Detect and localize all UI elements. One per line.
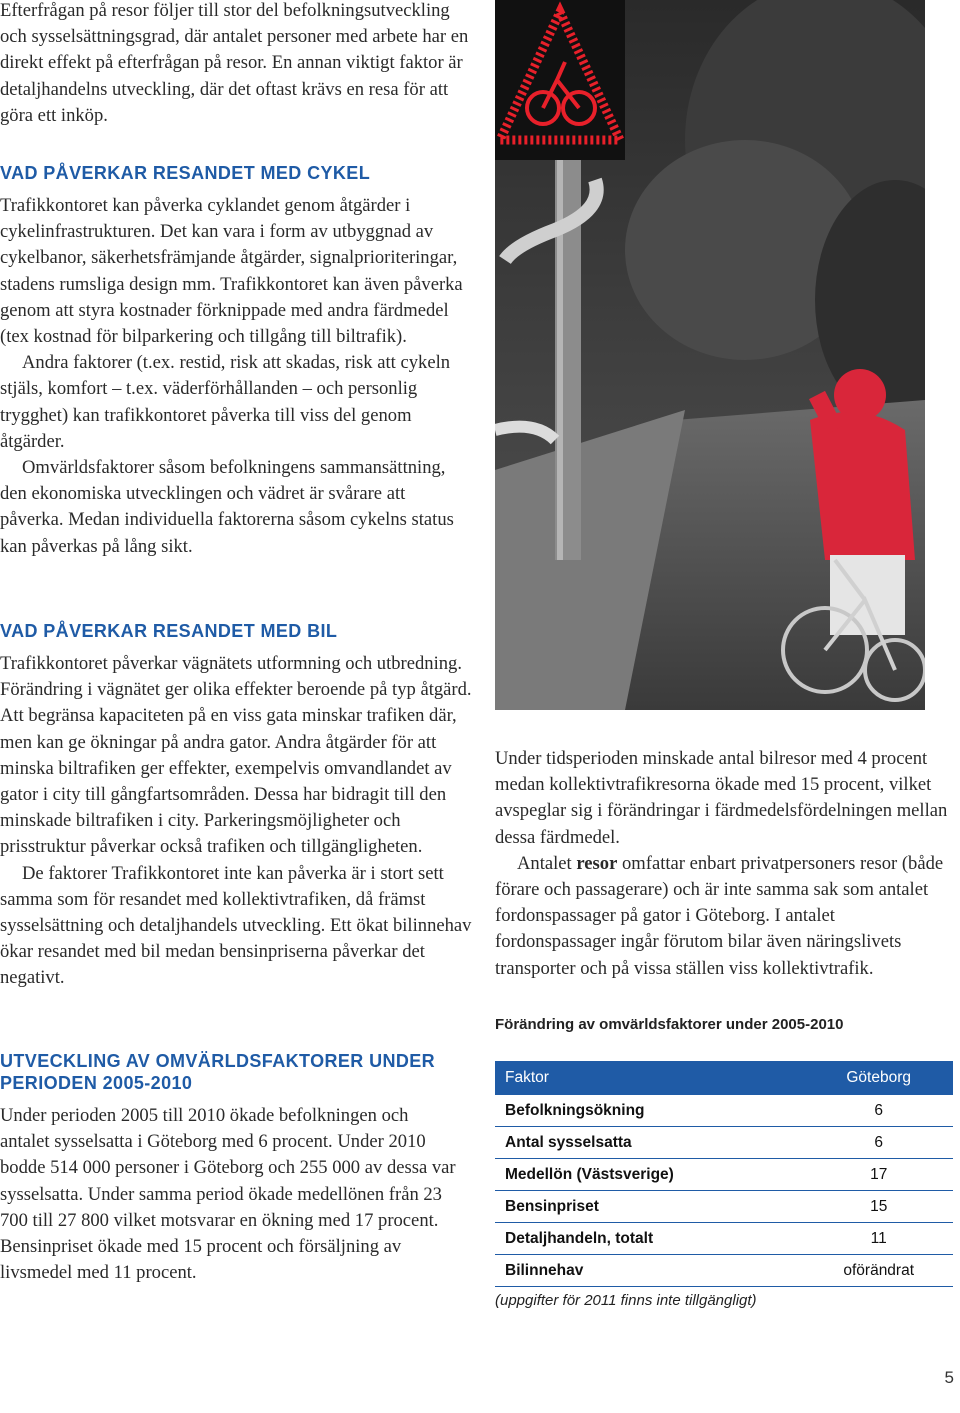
page-number: 5: [944, 1368, 954, 1387]
table-title: Förändring av omvärldsfaktorer under 2005-2010: [495, 1016, 844, 1033]
omvarld-paragraph: Under perioden 2005 till 2010 ökade befolkningen och antalet sysselsatta i Göteborg med 6 procent. Under 2010 bodde 514 000 personer i Göteborg och 255 000 av dessa var sysselsatta. Under samma period ökade medellönen från 23 700 till 27 800 vilket motsvarar en ökning med 17 procent. Bensinpriset ökade med 15 procent och försäljning av livsmedel med 11 procent.: [0, 1105, 456, 1284]
row-value: 11: [804, 1223, 953, 1255]
factors-table: [495, 1061, 953, 1287]
right-p2-start: Antalet: [517, 852, 577, 874]
row-label: Medellön (Västsverige): [495, 1159, 804, 1191]
cykel-paragraph-3: Omvärldsfaktorer såsom befolkningens sammansättning, den ekonomiska utvecklingen och vädret är svårare att påverka. Medan individuella faktorerna såsom cykelns status kan påverkas på lång sikt.: [0, 457, 454, 557]
table-row: [495, 1159, 953, 1191]
header-faktor: Faktor: [495, 1061, 804, 1095]
intro-block: [0, 0, 472, 129]
section-bil: [0, 620, 472, 992]
row-label: Detaljhandeln, totalt: [495, 1223, 804, 1255]
table-row: [495, 1127, 953, 1159]
table-row: [495, 1095, 953, 1127]
row-label: Antal sysselsatta: [495, 1127, 804, 1159]
section-omvarld: [0, 1050, 460, 1286]
row-label: Bensinpriset: [495, 1191, 804, 1223]
right-text-block: [495, 746, 960, 982]
section-cykel: [0, 162, 472, 560]
row-value: 6: [804, 1095, 953, 1127]
cykel-paragraph-1: Trafikkontoret kan påverka cyklandet genom åtgärder i cykelinfrastrukturen. Det kan vara i form av utbyggnad av cykelbanor, säkerhetsfrämjande åtgärder, signalprioriteringar, stadens rumsliga design mm. Trafikkontoret kan även påverka genom att styra kostnader förknippade med andra färdmedel (tex kostnad för bilparkering och tillgång till biltrafik).: [0, 195, 463, 348]
table-header-row: [495, 1061, 953, 1095]
intro-paragraph: Efterfrågan på resor följer till stor del befolkningsutveckling och sysselsättningsgrad, där antalet personer med arbete har en direkt effekt på efterfrågan på resor. En annan viktigt faktor är detaljhandelns utveckling, där det oftast krävs en resa för att göra ett inköp.: [0, 0, 469, 126]
row-value: 15: [804, 1191, 953, 1223]
table-row: [495, 1223, 953, 1255]
heading-omvarld: UTVECKLING AV OMVÄRLDSFAKTORER UNDER PERIODEN 2005-2010: [0, 1051, 436, 1093]
table-row: [495, 1255, 953, 1287]
row-value: oförändrat: [804, 1255, 953, 1287]
right-p2-rest: omfattar enbart privatpersoners resor (både förare och passagerare) och är inte samma sak som antalet fordonspassager på gator i Göteborg. I antalet fordonspassager ingår förutom bilar även näringslivets transporter och på vissa ställen viss kollektivtrafik.: [495, 852, 944, 979]
row-label: Befolkningsökning: [495, 1095, 804, 1127]
row-value: 6: [804, 1127, 953, 1159]
right-p2-bold-word: resor: [576, 852, 618, 874]
table-note: (uppgifter för 2011 finns inte tillgängligt): [495, 1292, 757, 1309]
row-label: Bilinnehav: [495, 1255, 804, 1287]
cyclist-photo: [495, 0, 925, 710]
right-paragraph-2: [495, 851, 960, 982]
heading-cykel: VAD PÅVERKAR RESANDET MED CYKEL: [0, 163, 371, 183]
heading-bil: VAD PÅVERKAR RESANDET MED BIL: [0, 621, 338, 641]
bil-paragraph-2: De faktorer Trafikkontoret inte kan påverka är i stort sett samma som för resandet med kollektivtrafiken, då främst sysselsättning och detaljhandels utveckling. Ett ökat bilinnehav ökar resandet med bil medan bensinpriserna påverkar det negativt.: [0, 862, 472, 989]
cykel-paragraph-2: Andra faktorer (t.ex. restid, risk att skadas, risk att cykeln stjäls, komfort – t.ex. väderförhållanden – och personlig trygghet) kan trafikkontoret påverka till viss del genom åtgärder.: [0, 352, 451, 452]
header-goteborg: Göteborg: [804, 1061, 953, 1095]
right-paragraph-1: Under tidsperioden minskade antal bilresor med 4 procent medan kollektivtrafikresorna ökade med 15 procent, vilket avspeglar sig i förändringar i färdmedelsfördelningen mellan dessa färdmedel.: [495, 748, 948, 848]
table-row: [495, 1191, 953, 1223]
row-value: 17: [804, 1159, 953, 1191]
bil-paragraph-1: Trafikkontoret påverkar vägnätets utformning och utbredning. Förändring i vägnätet ger olika effekter beroende på typ åtgärd. Att begränsa kapaciteten på en viss gata minskar trafiken där, men kan ge ökningar på andra gator. Andra åtgärder för att minska biltrafiken ger effekter, exempelvis omvandlandet av gator i city till gångfartsområden. Dessa har bidragit till den minskade biltrafiken i city. Parkeringsmöjligheter och prisstruktur påverkar också trafiken och tillgängligheten.: [0, 653, 472, 858]
